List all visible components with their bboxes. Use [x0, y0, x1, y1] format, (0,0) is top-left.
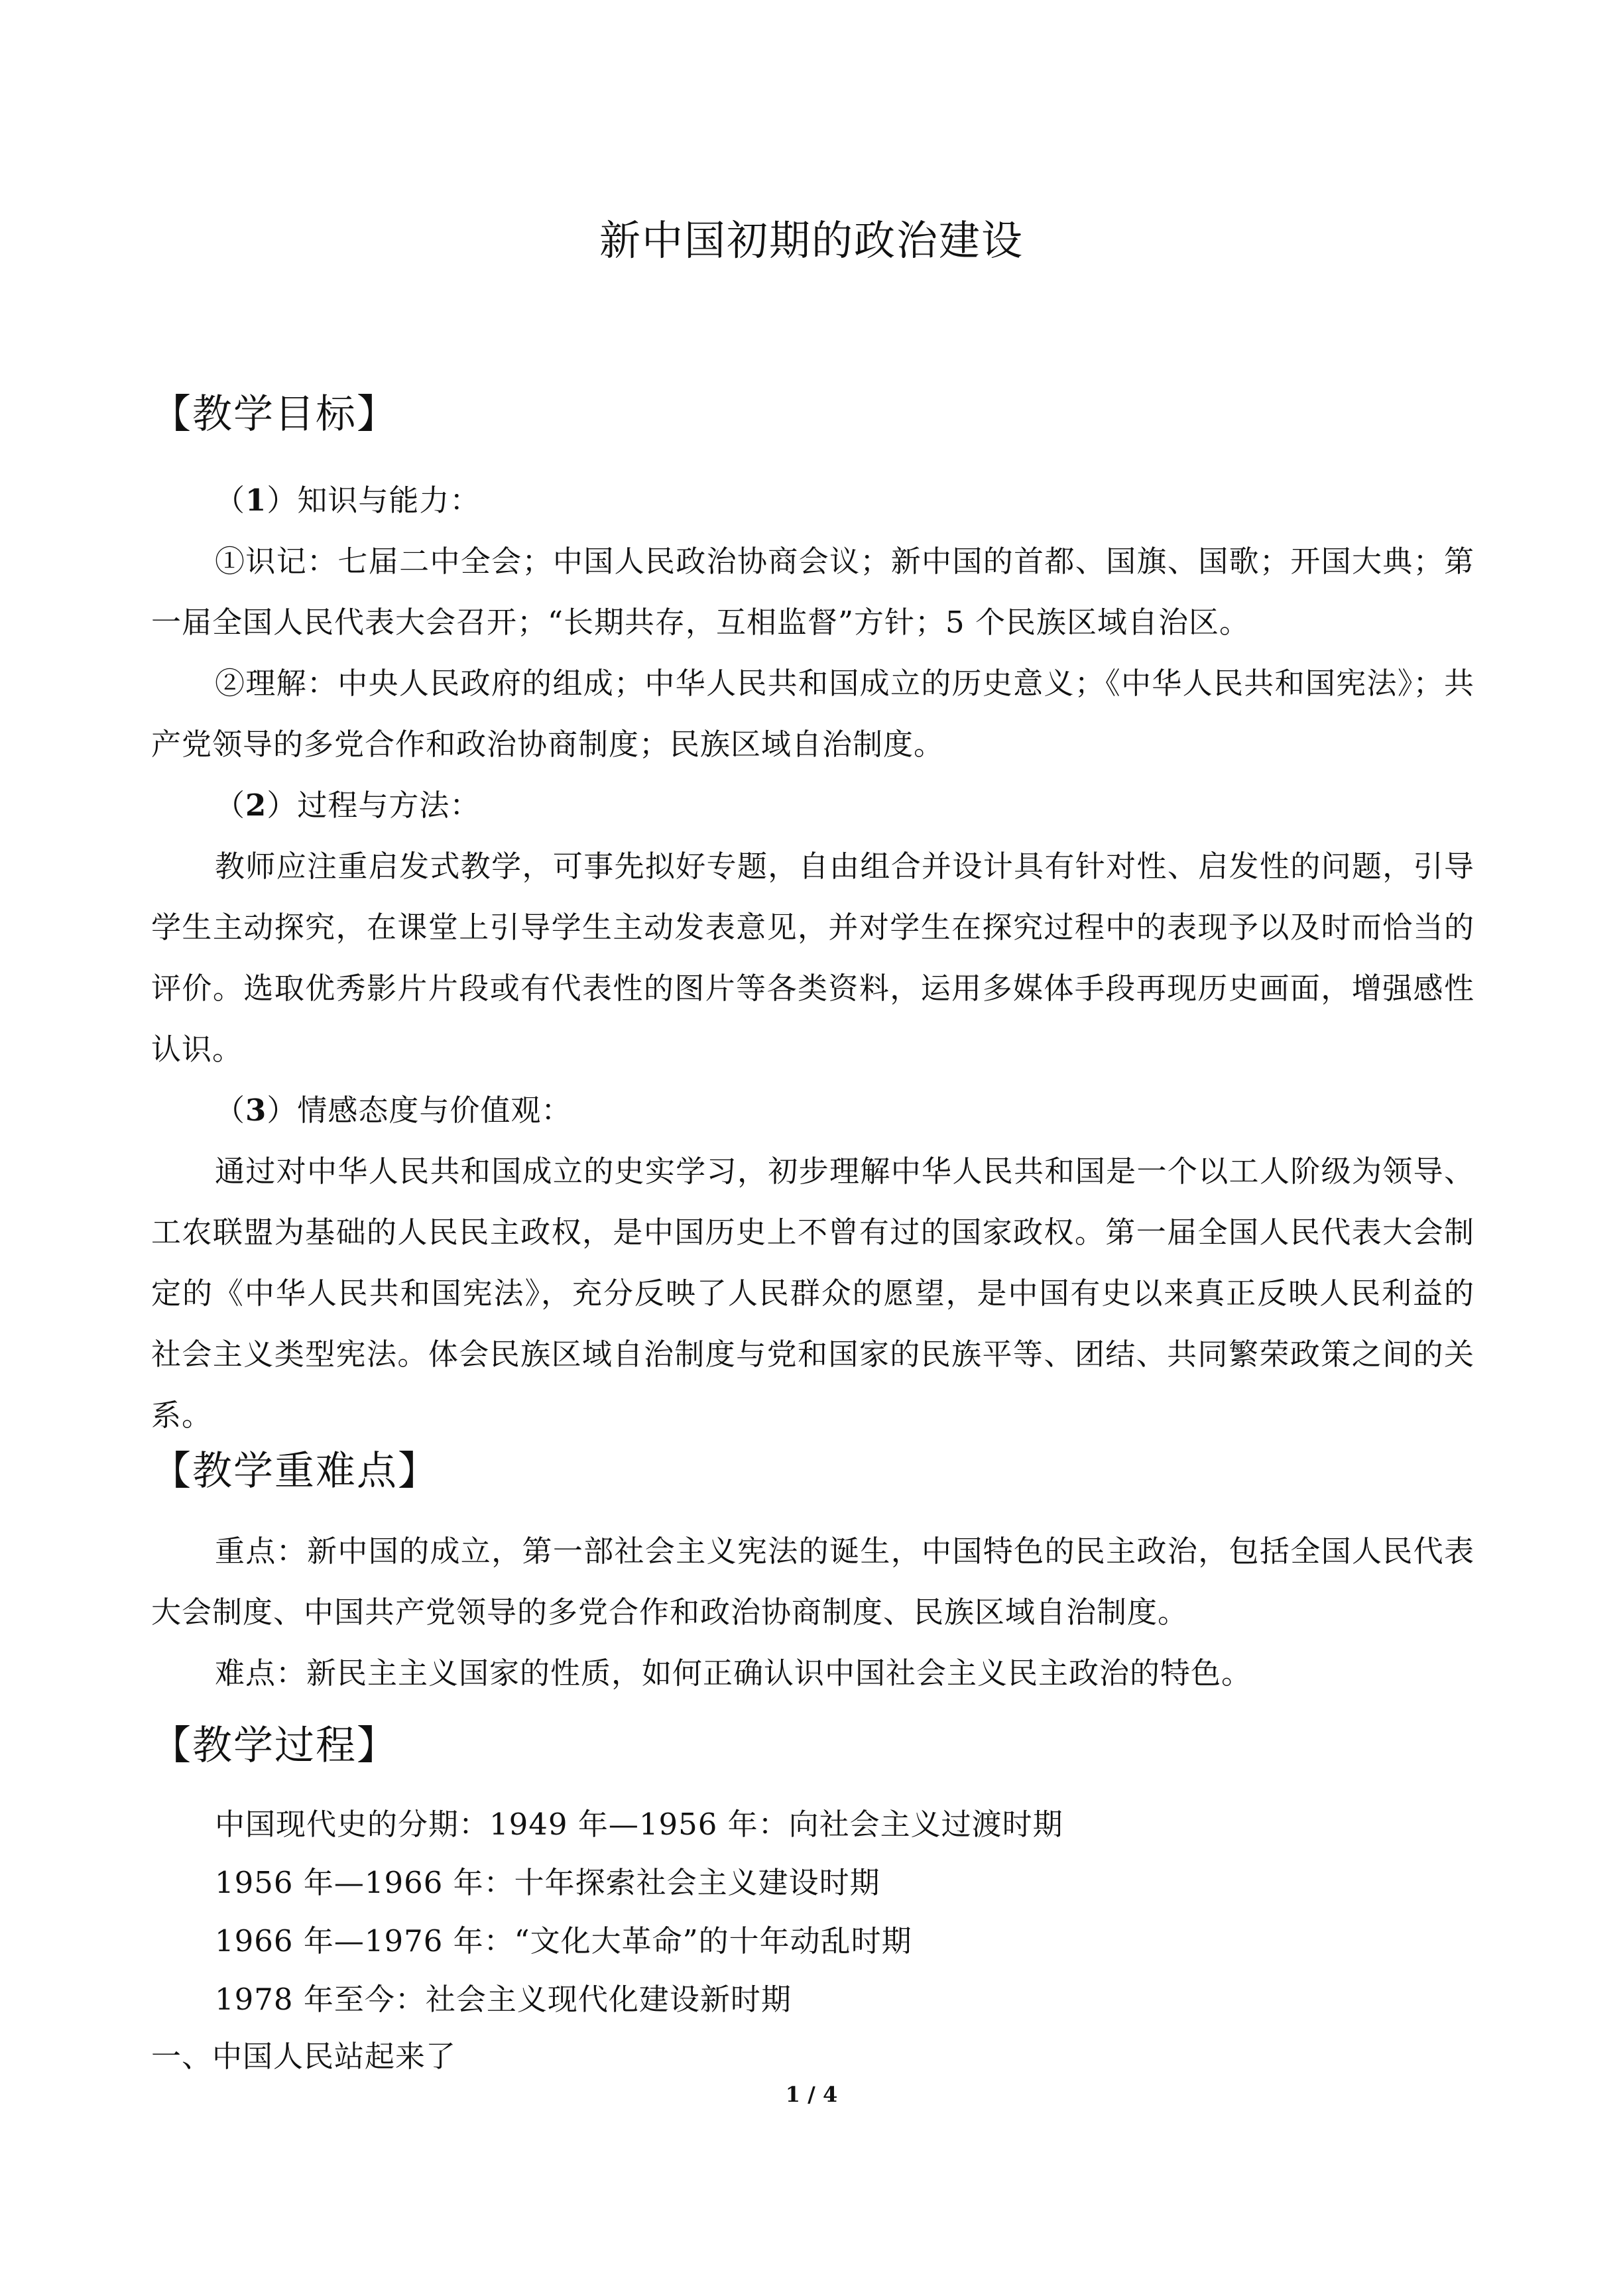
goal3-paragraph: 通过对中华人民共和国成立的史实学习，初步理解中华人民共和国是一个以工人阶级为领导、工农联盟为基础的人民民主政权，是中国历史上不曾有过的国家政权。第一届全国人民代表大会制定的《中华人民共和国宪法》，充分反映了人民群众的愿望，是中国有史以来真正反映人民利益的社会主义类型宪法。体会民族区域自治制度与党和国家的民族平等、团结、共同繁荣政策之间的关系。 — [151, 1154, 1474, 1433]
period-line-4: 1978 年至今：社会主义现代化建设新时期 — [215, 1982, 792, 2017]
goal3-heading: （3）情感态度与价值观： — [215, 1093, 572, 1128]
goal2-number: 2 — [245, 788, 267, 823]
goal3-label: 情感态度与价值观： — [297, 1093, 572, 1128]
section-heading-key-points: 【教学重难点】 — [151, 1448, 439, 1494]
section-heading-process: 【教学过程】 — [151, 1722, 398, 1769]
period-line-1: 中国现代史的分期：1949 年—1956 年：向社会主义过渡时期 — [215, 1807, 1063, 1842]
goal1-heading: （1）知识与能力： — [215, 483, 481, 518]
page-number: 1 / 4 — [785, 2082, 838, 2107]
difficult-points-paragraph: 难点：新民主主义国家的性质，如何正确认识中国社会主义民主政治的特色。 — [215, 1656, 1252, 1691]
period-line-3: 1966 年—1976 年：“文化大革命”的十年动乱时期 — [215, 1923, 912, 1959]
goal1-understand-paragraph: ②理解：中央人民政府的组成；中华人民共和国成立的历史意义；《中华人民共和国宪法》；共产党领导的多党合作和政治协商制度；民族区域自治制度。 — [151, 666, 1474, 762]
key-points-paragraph: 重点：新中国的成立，第一部社会主义宪法的诞生，中国特色的民主政治，包括全国人民代表大会制度、中国共产党领导的多党合作和政治协商制度、民族区域自治制度。 — [151, 1534, 1474, 1630]
goal1-number: 1 — [245, 483, 267, 518]
goal1-recall-paragraph: ①识记：七届二中全会；中国人民政治协商会议；新中国的首都、国旗、国歌；开国大典；第一届全国人民代表大会召开；“长期共存，互相监督”方针；5 个民族区域自治区。 — [151, 544, 1474, 640]
goal3-number: 3 — [245, 1093, 267, 1128]
page-title: 新中国初期的政治建设 — [599, 216, 1024, 265]
part-one-heading: 一、中国人民站起来了 — [151, 2039, 457, 2074]
goal2-heading: （2）过程与方法： — [215, 788, 481, 823]
goal1-label: 知识与能力： — [297, 483, 481, 518]
goal2-paragraph: 教师应注重启发式教学，可事先拟好专题，自由组合并设计具有针对性、启发性的问题，引导学生主动探究，在课堂上引导学生主动发表意见，并对学生在探究过程中的表现予以及时而恰当的评价。选取优秀影片片段或有代表性的图片等各类资料，运用多媒体手段再现历史画面，增强感性认识。 — [151, 849, 1474, 1067]
section-heading-goals: 【教学目标】 — [151, 391, 398, 438]
goal2-label: 过程与方法： — [297, 788, 481, 823]
period-line-2: 1956 年—1966 年：十年探索社会主义建设时期 — [215, 1865, 880, 1900]
